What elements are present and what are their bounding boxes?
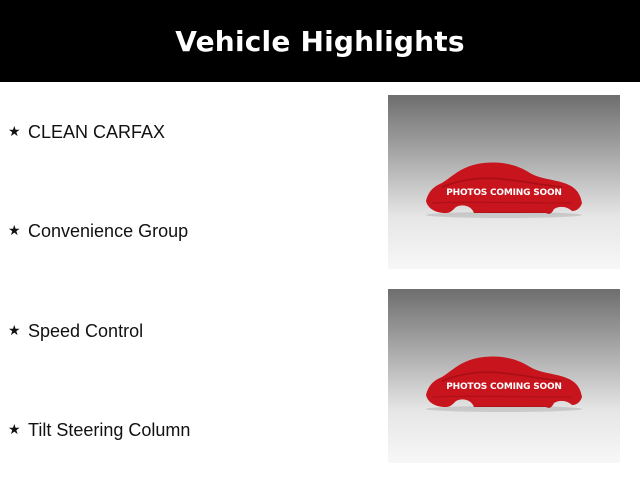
highlight-label: Speed Control — [28, 321, 144, 341]
page-title: Vehicle Highlights — [175, 24, 465, 58]
highlight-label: Tilt Steering Column — [28, 420, 191, 440]
highlight-item — [8, 122, 165, 143]
photo-placeholder-label: PHOTOS COMING SOON — [446, 382, 562, 392]
star-icon: ★ — [8, 321, 21, 338]
vehicle-photo-placeholder — [388, 95, 620, 269]
highlight-label: Convenience Group — [28, 221, 189, 241]
vehicle-photo-placeholder — [388, 289, 620, 463]
highlight-label: CLEAN CARFAX — [28, 122, 166, 142]
photo-placeholder-label: PHOTOS COMING SOON — [446, 188, 562, 198]
highlight-item — [8, 420, 190, 441]
header-bar — [0, 0, 640, 82]
star-icon: ★ — [8, 122, 21, 139]
highlight-item — [8, 221, 188, 242]
star-icon: ★ — [8, 420, 21, 437]
star-icon: ★ — [8, 221, 21, 238]
highlight-item — [8, 321, 143, 342]
